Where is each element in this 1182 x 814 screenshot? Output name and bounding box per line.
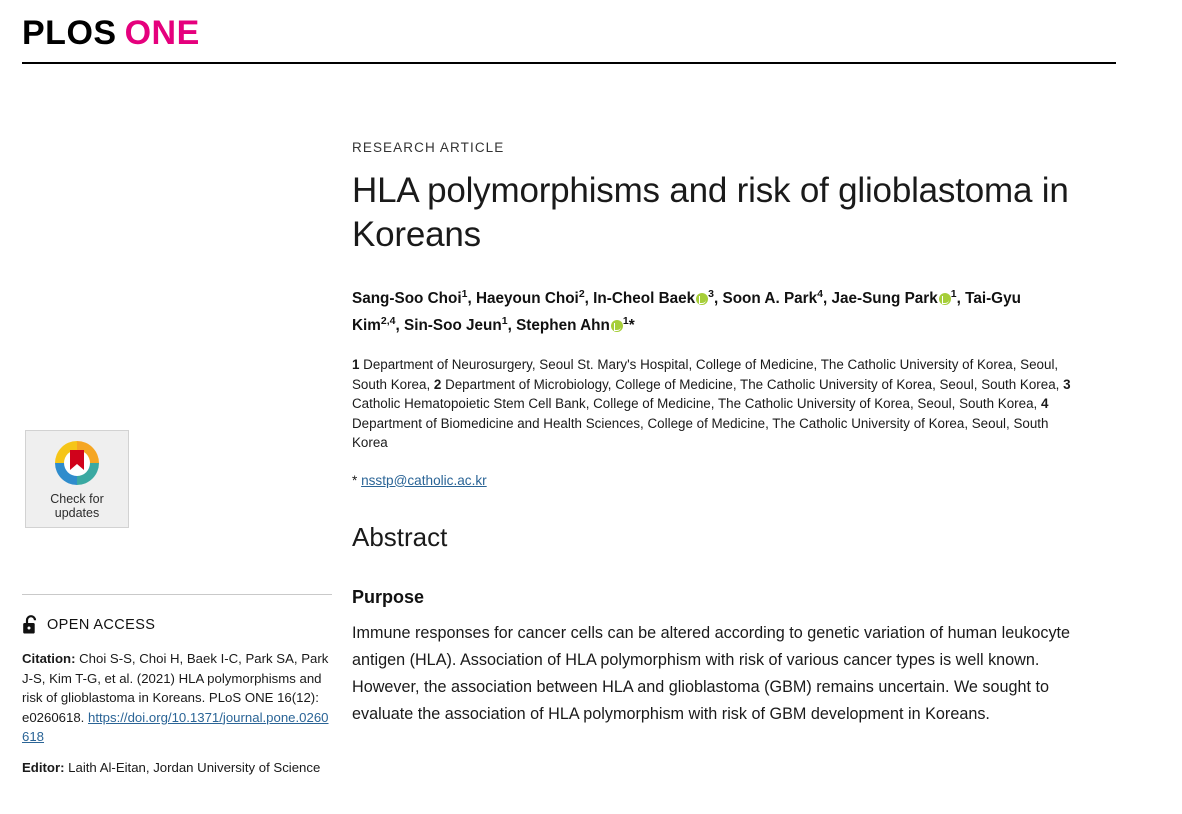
author-separator: , (395, 317, 405, 335)
author-separator: * (628, 317, 635, 335)
author-list (352, 283, 1067, 337)
author-separator: , (507, 317, 517, 335)
author-separator: , (584, 290, 594, 308)
sidebar-divider (22, 594, 332, 595)
author-name[interactable]: Haeyoun Choi (475, 290, 579, 308)
author-affiliation-marker: 1 (950, 288, 957, 300)
open-access-badge (22, 615, 332, 635)
author-name[interactable]: Sin-Soo Jeun (404, 317, 502, 335)
author-separator: , (467, 290, 476, 308)
author-affiliation-marker: 4 (817, 288, 823, 300)
affiliation-list (352, 355, 1087, 453)
left-sidebar (22, 430, 332, 777)
open-lock-icon (22, 615, 40, 635)
article-main (352, 140, 1092, 728)
corresponding-email-link[interactable]: nsstp@catholic.ac.kr (361, 472, 487, 488)
author-separator: , (822, 290, 832, 308)
author-affiliation-marker: 1 (461, 288, 468, 300)
editor-block (22, 758, 332, 778)
author-affiliation-marker: 1 (622, 315, 629, 328)
editor-label: Editor: (22, 759, 65, 775)
header-divider (22, 62, 1116, 64)
affiliation-number: 1 (352, 357, 360, 373)
orcid-icon[interactable] (611, 320, 623, 332)
purpose-heading: Purpose (352, 586, 425, 607)
affiliation-number: 4 (1040, 396, 1049, 412)
author-affiliation-marker: 1 (501, 315, 508, 328)
author-separator: , (714, 290, 723, 308)
author-name[interactable]: Soon A. Park (722, 290, 818, 308)
affiliation-text: Department of Biomedicine and Health Sciences, College of Medicine, The Catholic University of Korea, Seoul, South Korea (352, 415, 1049, 451)
author-affiliation-marker: 3 (708, 288, 714, 300)
affiliation-text: Department of Microbiology, College of Medicine, The Catholic University of Korea, Seoul, South Korea, (441, 376, 1064, 392)
crossmark-icon (54, 440, 100, 486)
author-name[interactable]: Stephen Ahn (516, 317, 610, 335)
author-name[interactable]: Jae-Sung Park (831, 290, 938, 308)
logo-one-text: ONE (124, 14, 200, 52)
citation-block (22, 649, 332, 747)
author-name[interactable]: Sang-Soo Choi (352, 290, 462, 308)
orcid-icon[interactable] (939, 293, 951, 305)
crossmark-label: Check for updates (50, 492, 104, 520)
affiliation-text: Catholic Hematopoietic Stem Cell Bank, College of Medicine, The Catholic University of Korea, Seoul, South Korea, (352, 396, 1041, 412)
author-name[interactable]: Tai-Gyu Kim (352, 290, 1021, 335)
article-type-kicker: RESEARCH ARTICLE (352, 140, 505, 155)
plos-one-logo[interactable] (22, 14, 200, 53)
purpose-paragraph: Immune responses for cancer cells can be altered according to genetic variation of human leukocyte antigen (HLA). Association of HLA polymorphism with risk of various cancer types is well known. However, the association between HLA and glioblastoma (GBM) remains uncertain. We sought to evaluate the association of HLA polymorphism with risk of GBM development in Koreans. (352, 623, 1071, 723)
citation-label: Citation: (22, 651, 76, 666)
open-access-label: OPEN ACCESS (47, 617, 156, 633)
author-separator: , (956, 290, 966, 308)
corresponding-star: * (352, 472, 362, 488)
abstract-heading: Abstract (352, 521, 448, 552)
logo-plos-text: PLOS (22, 14, 117, 52)
author-affiliation-marker: 2 (578, 288, 585, 300)
author-name[interactable]: In-Cheol Baek (593, 290, 696, 308)
editor-text: Laith Al-Eitan, Jordan University of Science (64, 759, 321, 775)
corresponding-author (352, 473, 1092, 488)
orcid-icon[interactable] (696, 293, 708, 305)
page-title: HLA polymorphisms and risk of glioblastoma in Koreans (352, 171, 1069, 254)
author-affiliation-marker: 2,4 (380, 315, 396, 328)
affiliation-text: Department of Neurosurgery, Seoul St. Mary's Hospital, College of Medicine, The Catholic University of Korea, Seoul, South Korea, (352, 357, 1059, 392)
crossmark-check-for-updates-button[interactable] (25, 430, 129, 528)
citation-doi-link[interactable]: https://doi.org/10.1371/journal.pone.0260618 (22, 709, 329, 744)
affiliation-number: 3 (1063, 376, 1071, 392)
citation-text: Choi S-S, Choi H, Baek I-C, Park SA, Park J-S, Kim T-G, et al. (2021) HLA polymorphisms and risk of glioblastoma in Koreans. PLoS ONE 16(12): e0260618. (22, 651, 329, 725)
affiliation-number: 2 (433, 376, 442, 392)
